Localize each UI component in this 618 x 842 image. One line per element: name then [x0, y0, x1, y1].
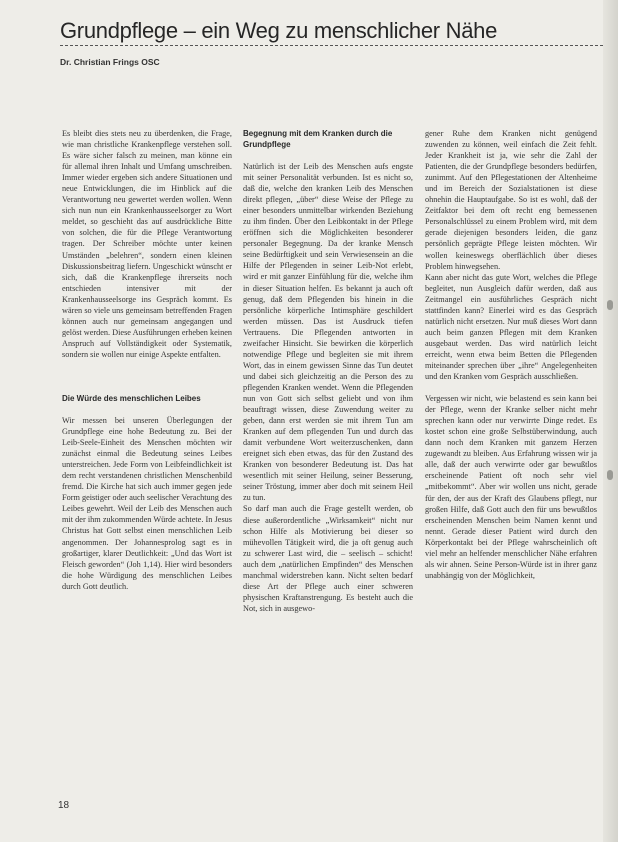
title-divider [60, 45, 608, 46]
paragraph: Kann aber nicht das gute Wort, welches die Pflege begleitet, nun Ausgleich dafür werden, daß aus Zeitmangel ein ausführliches Gespräch nicht stattfinden kann? Einerlei wird es das Gespräch natürlich nicht ersetzen. Nur muß dieses Wort dann auch beim ganzen Pflegen mit dem Kranken ausgebaut werden. Das wird natürlich leicht erreicht, wenn etwa beim Betten die Pflegenden miteinander sprechen über „ihre“ Angelegenheiten und den Kranken vom Gespräch ausschließen. [425, 272, 597, 382]
spacer [62, 404, 232, 415]
spacer [243, 150, 413, 161]
paragraph: So darf man auch die Frage gestellt werden, ob diese außerordentliche „Wirksamkeit“ nicht nur schon Hilfe als Motivierung bei dieser so mühevollen Tätigkeit wird, die ja oft genug auch zu schwerer Last wird, die – seelisch – schicht! auch dem „natürlichen Empfinden“ des Menschen manchmal widerstreben kann. Nicht selten bedarf diese Art der Pflege auch einer schweren physischen Kraftanstrengung. Es besteht auch die Not, sich in ausgewo- [243, 504, 413, 613]
spacer [425, 382, 597, 393]
paragraph: gener Ruhe dem Kranken nicht genügend zuwenden zu können, weil einfach die Zeit fehlt. Jeder Krankheit ist ja, wie sehr die Zahl der Patienten, die der Grundpflege besonders bedürfen, zunimmt. Auf den Pflegestationen der Altenheime und im Bereich der Sozialstationen ist diese ohnehin die Hauptaufgabe. So ist es wohl, daß der Zeitfaktor bei dem oft recht eng bemessenen Personalschlüssel zu einem Problem wird, mit dem gerade diejenigen besonders leiden, die ganz persönlich geprägte Pflege leisten möchten. Wir wollen keineswegs oberflächlich über dieses Problem hinwegsehen. [425, 129, 597, 271]
text-column-3 [425, 128, 597, 814]
paragraph: Vergessen wir nicht, wie belastend es sein kann bei der Pflege, wenn der Kranke selber nicht mehr sprechen kann oder nur verwirrte Dinge redet. Es kostet schon eine große Selbstüberwindung, auch dann noch dem Kranken mit ganzem Herzen zugewandt zu bleiben. Aus Erfahrung wissen wir ja alle, daß der auch verwirrte oder gar bewußtlos erscheinende Patient oft noch sehr viel „mitbekommt“. Aber wir wollen uns nicht, gerade für den, der aus der Kraft des Glaubens pflegt, nur großen Hilfe, daß Gott auch den für uns bewußtlos erscheinenden Menschen beim Namen kennt und nennt. Gerade dieser Patient wird durch den Körperkontakt bei der Pflege wahrscheinlich oft viel mehr an helfender menschlicher Nähe erfahren als wir ahnen. Seine Person-Würde ist in ihrer ganz unabhängig von der Möglichkeit, [425, 394, 597, 580]
spacer [62, 382, 232, 393]
spacer [62, 360, 232, 371]
paragraph: Es bleibt dies stets neu zu überdenken, die Frage, wie man christliche Krankenpflege verstehen soll. Es wäre sicher falsch zu meinen, man könne ein für allemal ihren Inhalt und Umfang umschreiben. Immer wieder ergeben sich andere Situationen und neue Entwicklungen, die im Hinblick auf die Verantwortung neu gewertet werden wollen. Wenn sich nun nun ein Krankenhausseelsorger zu Wort meldet, so geschieht das auf ausdrückliche Bitte von solchen, die für die Pflege Verantwortung tragen. Der Schreiber möchte unter keinen Umständen „belehren“, sondern einen kleinen Diskussionsbeitrag liefern. Ungeschickt wünscht er sich, daß die Krankenpflege ihrerseits noch entschieden intensiver mit der Krankenhausseelsorge ins Gespräch kommt. Es wären so viele uns gemeinsam betreffenden Fragen können auch nur gemeinsam angegangen und gelöst werden. Diese Ausführungen erheben keinen Anspruch auf Vollständigkeit oder Systematik, sondern sie wollen nur einige Aspekte entfalten. [62, 129, 232, 359]
author-line: Dr. Christian Frings OSC [60, 57, 160, 67]
text-column-1 [62, 128, 232, 814]
article-title: Grundpflege – ein Weg zu menschlicher Nähe [60, 18, 498, 43]
text-column-2 [243, 128, 413, 814]
binding-hole-mark [607, 300, 613, 310]
paragraph: Wir messen bei unseren Überlegungen der Grundpflege eine hohe Bedeutung zu. Bei der Leib-Seele-Einheit des Menschen möchten wir zunächst einmal die Bedeutung seines Leibes unterstreichen. Jede Form von Leibfeindlichkeit ist dem recht verstandenen christlichen Menschenbild fremd. Die Kirche hat sich auch immer gegen jede Form geistiger oder auch seelischer Verachtung des Leibes gewehrt. Weil der Leib des Menschen auch mit der ihm zukommenden Würde achtete. In Jesus Christus hat Gott selbst einen menschlichen Leib angenommen. Der Johannesprolog sagt es in großartiger, klarer Deutlichkeit: „Und das Wort ist Fleisch geworden“ (Joh 1,14). Hier wird besonders die hohe Würdigung des menschlichen Leibes durch Gott deutlich. [62, 415, 232, 591]
section-heading: Begegnung mit dem Kranken durch die Grundpflege [243, 129, 393, 149]
page-edge-shadow [603, 0, 618, 842]
section-heading: Die Würde des menschlichen Leibes [62, 393, 201, 403]
spacer [62, 371, 232, 382]
binding-hole-mark [607, 470, 613, 480]
paragraph: Natürlich ist der Leib des Menschen aufs engste mit seiner Personalität verbunden. Ist es nicht so, daß die, welche den kranken Leib des Menschen direkt pflegen, „über“ diese Weise der Pflege zu einer besonders unmittelbar wirkenden Beziehung zu ihm finden. Über den Leibkontakt in der Pflege eröffnen sich die Möglichkeiten besonderer personaler Begegnung. Da der kranke Mensch seine Bedürftigkeit und sein Verwiesensein an die Hilfe der Pflegenden in seiner Leib-Not erlebt, wird er mit ganzer Einfühlung für die, welche ihm in dieser Situation helfen. Es bekannt ja auch oft genug, daß dem Pflegenden bis hinein in die persönliche körperliche Intimsphäre geschildert werden müssen. Das ist Ausdruck tiefen Vertrauens. Die Pflegenden antworten in zweifacher Hinsicht. Sie bewirken die körperlich notwendige Pflege und begleiten sie mit ihrem Wort, das in einem gewissen Sinne das Tun deutet und dabei sich gleichzeitig an die Person des zu pflegenden Kranken wendet. Wenn die Pflegenden nun von Gott sich selbst geliebt und von ihm beauftragt wissen, diese Zuwendung weiter zu geben, dann erst werden sie mit ihrem Tun am Kranken auf dem pflegenden Tun und durch das damit verbundene Wort weiterzuschenken, dann ereignet sich eben etwas, das für den Zustand des Kranken von besonderer Bedeutung ist. Das hat wesentlich mit seiner Heilung, seiner Besserung, seiner Tröstung, immer aber doch mit seinem Heil zu tun. [243, 162, 413, 503]
page-number: 18 [58, 800, 70, 811]
